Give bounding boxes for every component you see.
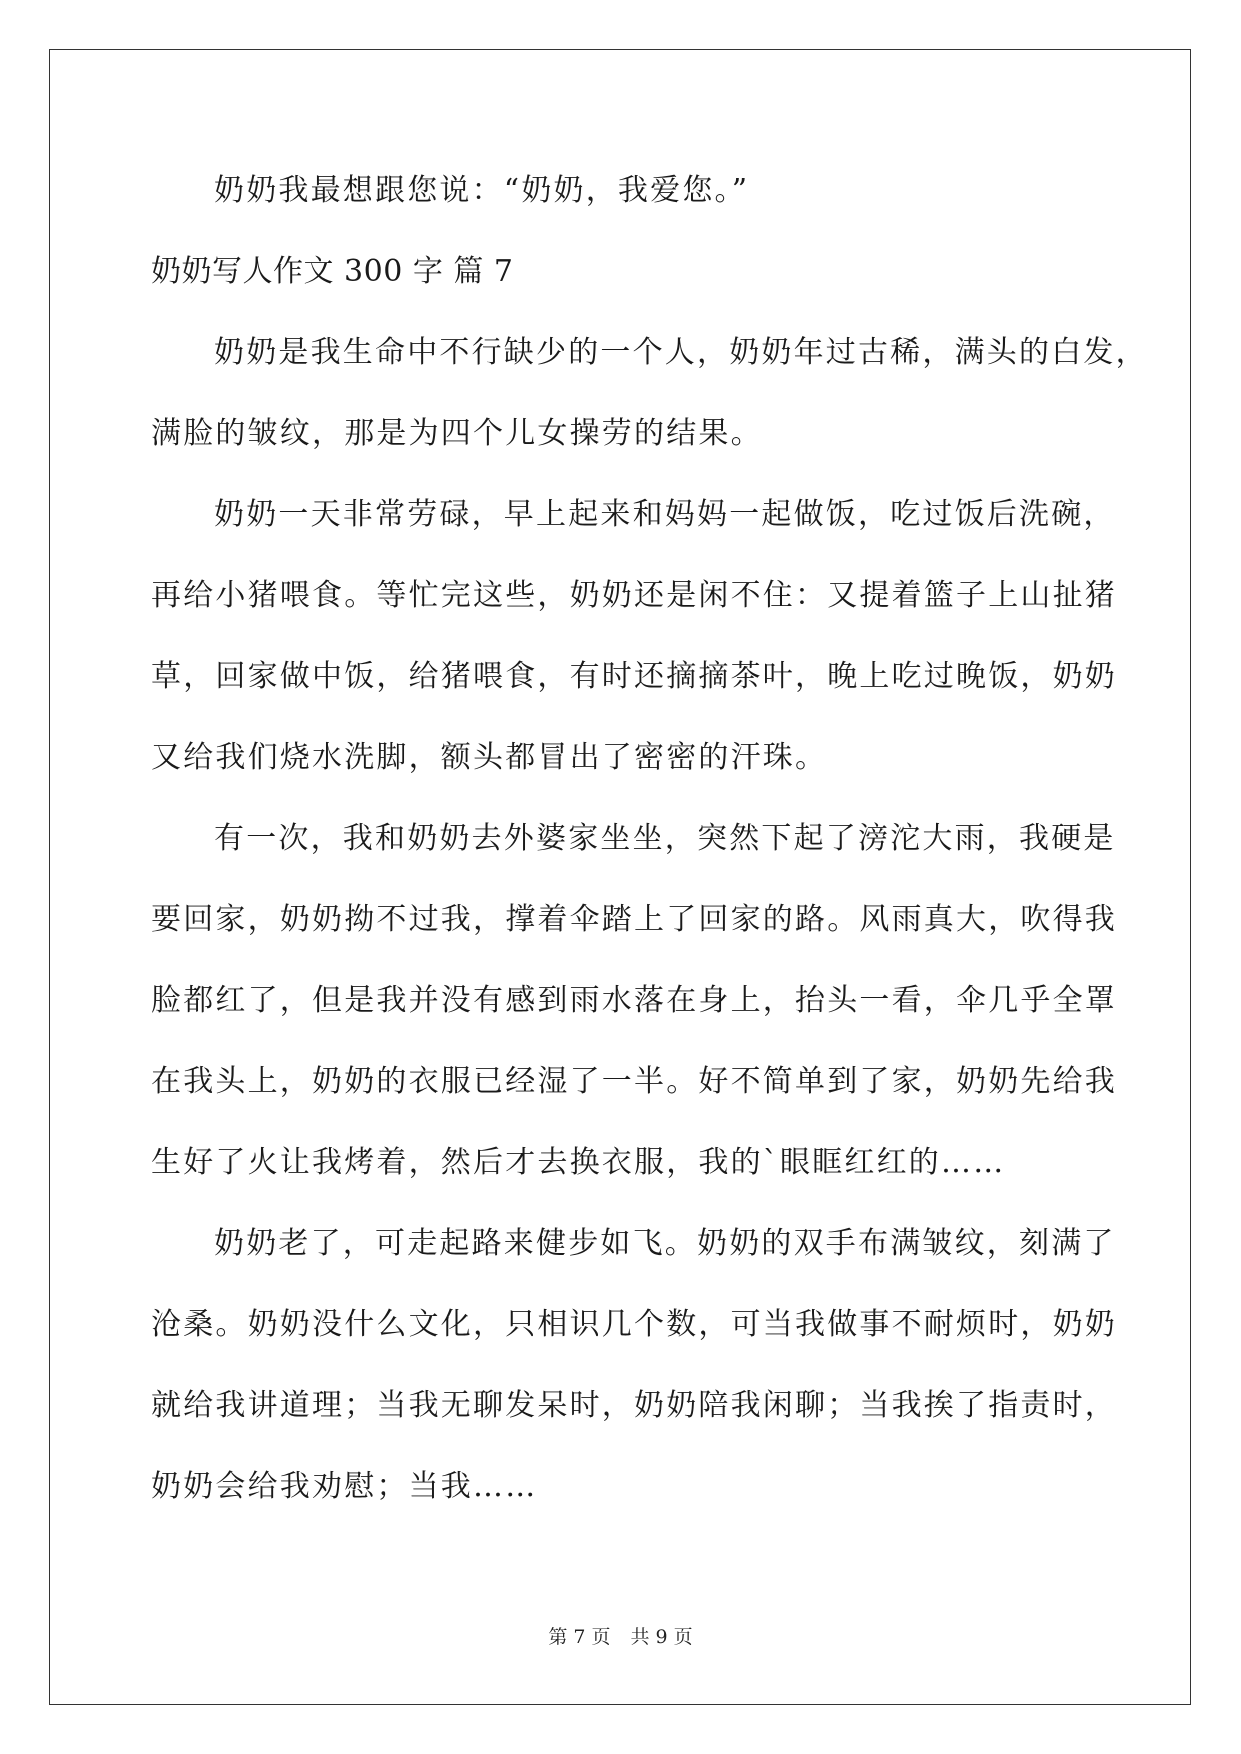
page-footer [0, 1622, 1241, 1649]
paragraph-line: 生好了火让我烤着，然后才去换衣服，我的`眼眶红红的…… [151, 1145, 1006, 1180]
paragraph-line: 又给我们烧水洗脚，额头都冒出了密密的汗珠。 [151, 740, 828, 775]
paragraph-line: 要回家，奶奶拗不过我，撑着伞踏上了回家的路。风雨真大，吹得我 [151, 902, 1117, 937]
paragraph-line: 脸都红了，但是我并没有感到雨水落在身上，抬头一看，伞几乎全罩 [151, 983, 1117, 1018]
paragraph-line: 就给我讲道理；当我无聊发呆时，奶奶陪我闲聊；当我挨了指责时， [151, 1388, 1117, 1423]
paragraph-line: 满脸的皱纹，那是为四个儿女操劳的结果。 [151, 416, 763, 451]
paragraph-line: 沧桑。奶奶没什么文化，只相识几个数，可当我做事不耐烦时，奶奶 [151, 1307, 1117, 1342]
section-heading: 奶奶写人作文 300 字 篇 7 [151, 254, 514, 289]
total-pages: 共 9 页 [630, 1626, 693, 1648]
current-page-number: 第 7 页 [548, 1626, 611, 1648]
paragraph-line: 奶奶是我生命中不行缺少的一个人，奶奶年过古稀，满头的白发， [214, 335, 1148, 370]
paragraph-line: 有一次，我和奶奶去外婆家坐坐，突然下起了滂沱大雨，我硬是 [214, 821, 1116, 856]
paragraph-line: 在我头上，奶奶的衣服已经湿了一半。好不简单到了家，奶奶先给我 [151, 1064, 1117, 1099]
document-body [151, 150, 1148, 1527]
paragraph-line: 奶奶老了，可走起路来健步如飞。奶奶的双手布满皱纹，刻满了 [214, 1226, 1116, 1261]
paragraph-line: 奶奶我最想跟您说：“奶奶，我爱您。” [214, 173, 750, 208]
paragraph-line: 奶奶会给我劝慰；当我…… [151, 1469, 538, 1504]
paragraph-line: 再给小猪喂食。等忙完这些，奶奶还是闲不住：又提着篮子上山扯猪 [151, 578, 1117, 613]
paragraph-line: 奶奶一天非常劳碌，早上起来和妈妈一起做饭，吃过饭后洗碗， [214, 497, 1116, 532]
paragraph-line: 草，回家做中饭，给猪喂食，有时还摘摘茶叶，晚上吃过晚饭，奶奶 [151, 659, 1117, 694]
